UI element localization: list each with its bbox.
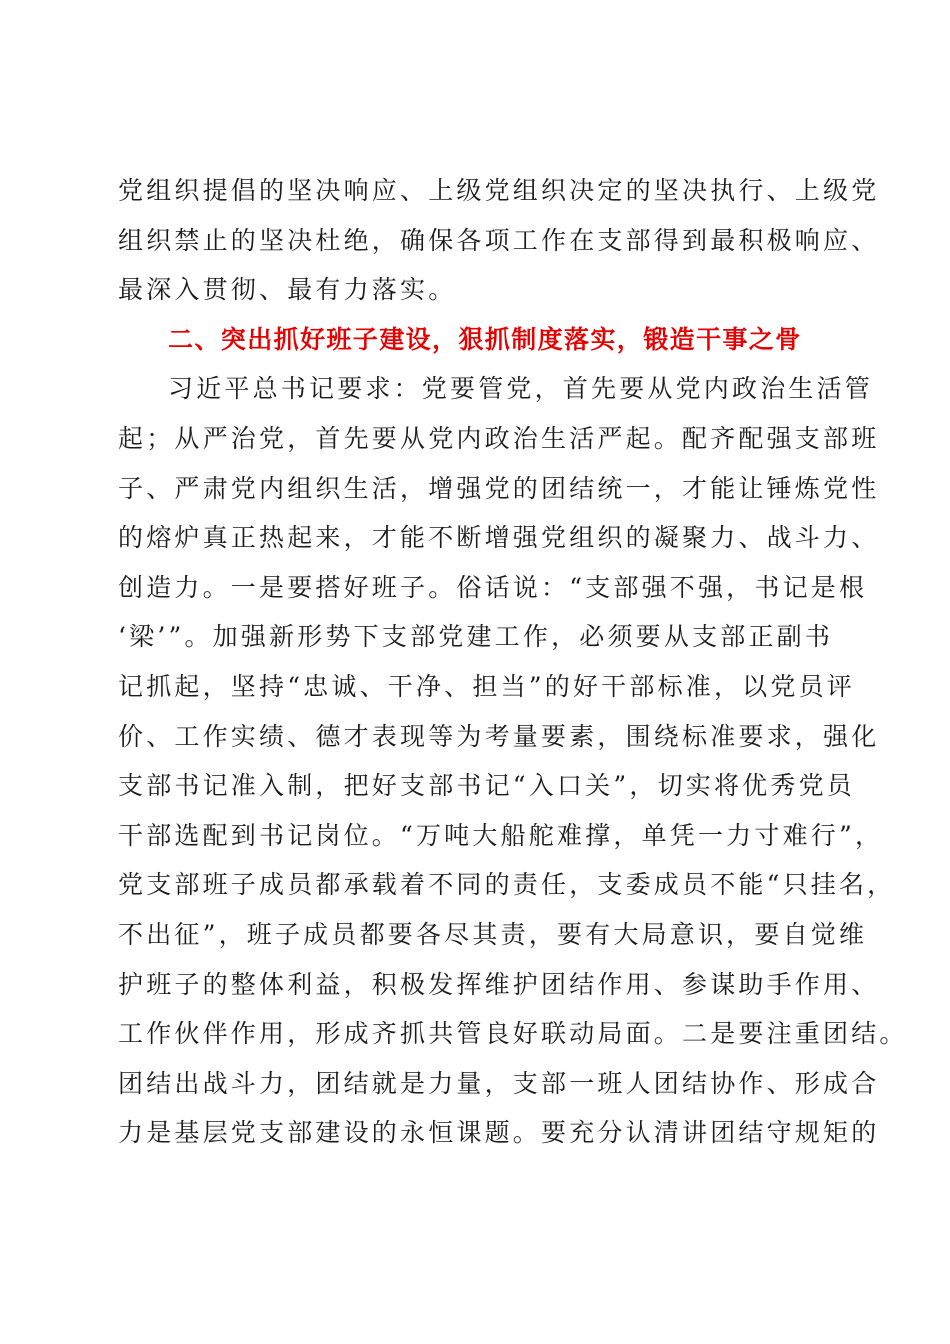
text-line: 工作伙伴作用，形成齐抓共管良好联动局面。二是要注重团结。 — [118, 1019, 908, 1049]
text-line: 最深入贯彻、最有力落实。 — [118, 275, 457, 305]
document-body — [118, 166, 908, 1158]
text-line: 支部书记准入制，把好支部书记“入口关”，切实将优秀党员 — [118, 771, 855, 801]
text-line: 不出征”，班子成员都要各尽其责，要有大局意识，要自觉维 — [118, 919, 868, 949]
text-line: 子、严肃党内组织生活，增强党的团结统一，才能让锤炼党性 — [118, 473, 880, 503]
text-line: 党支部班子成员都承载着不同的责任，支委成员不能“只挂名， — [118, 870, 896, 900]
text-line: 组织禁止的坚决杜绝，确保各项工作在支部得到最积极响应、 — [118, 225, 880, 255]
text-line: 起；从严治党，首先要从党内政治生活严起。配齐配强支部班 — [118, 423, 880, 453]
section-heading: 二、突出抓好班子建设，狠抓制度落实，锻造干事之骨 — [168, 324, 802, 354]
text-line: 记抓起，坚持“忠诚、干净、担当”的好干部标准，以党员评 — [118, 671, 855, 701]
text-line: 力是基层党支部建设的永恒课题。要充分认清讲团结守规矩的 — [118, 1118, 880, 1148]
text-line: 的熔炉真正热起来，才能不断增强党组织的凝聚力、战斗力、 — [118, 523, 880, 553]
text-line: 价、工作实绩、德才表现等为考量要素，围绕标准要求，强化 — [118, 721, 880, 751]
text-line: 干部选配到书记岗位。“万吨大船舵难撑，单凭一力寸难行”， — [118, 820, 884, 850]
text-line: 团结出战斗力，团结就是力量，支部一班人团结协作、形成合 — [118, 1068, 880, 1098]
text-line: ‘梁’”。加强新形势下支部党建工作，必须要从支部正副书 — [118, 622, 834, 652]
text-line: 护班子的整体利益，积极发挥维护团结作用、参谋助手作用、 — [118, 969, 880, 999]
paragraph-first-line: 习近平总书记要求：党要管党，首先要从党内政治生活管 — [168, 374, 874, 404]
text-line: 创造力。一是要搭好班子。俗话说：“支部强不强，书记是根 — [118, 572, 868, 602]
text-line: 党组织提倡的坚决响应、上级党组织决定的坚决执行、上级党 — [118, 176, 880, 205]
